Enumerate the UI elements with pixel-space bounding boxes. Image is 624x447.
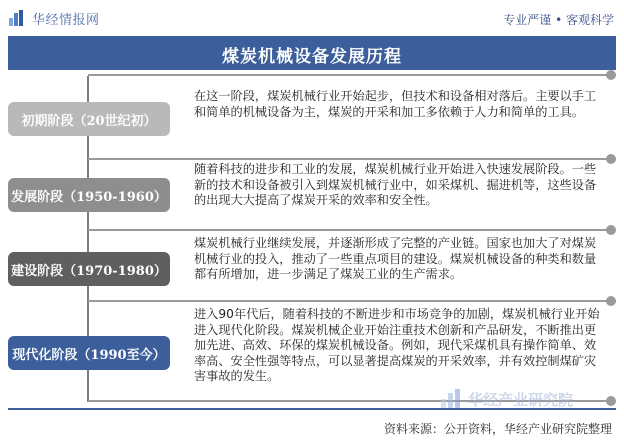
title-bar [8,36,616,70]
separator-end-dot [606,70,616,80]
timeline [8,70,616,406]
timeline-separator [88,74,616,76]
header [0,0,624,36]
separator-end-dot [606,396,616,406]
logo-text: 华经情报网 [32,13,100,28]
separator-end-dot [606,225,616,235]
watermark-logo-icon [440,388,462,410]
bar-chart-logo-icon [8,10,26,28]
stage-description-early: 在这一阶段，煤炭机械行业开始起步，但技术和设备相对落后。主要以手工和简单的机械设备为主，煤炭的开采和加工多依赖于人力和简单的工具。 [194,89,597,119]
footer-divider [8,408,616,410]
watermark-text: 华经产业研究院 [468,390,574,409]
slogan: 专业严谨 • 客观科学 [503,13,614,27]
stage-description-development: 随着科技的进步和工业的发展，煤炭机械行业开始进入快速发展阶段。一些新的技术和设备被引入到煤炭机械行业中，如采煤机、掘进机等，这些设备的出现大大提高了煤炭开采的效率和安全性。 [194,162,597,207]
stage-description-modernization: 进入90年代后，随着科技的不断进步和市场竞争的加剧，煤炭机械行业开始进入现代化阶段。煤炭机械企业开始注重技术创新和产品研发，不断推出更加先进、高效、环保的煤炭机械设备。例如，现代采煤机具有操作简单、效率高、安全性强等特点，可以显著提高煤炭的开采效率，并有效控制煤矿灾害事故的发生。 [194,307,600,383]
separator-end-dot [606,296,616,306]
stage-label-modernization: 现代化阶段（1990至今） [8,336,170,370]
logo [8,9,100,28]
watermark [440,388,573,410]
source-note: 资料来源：公开资料，华经产业研究院整理 [383,422,612,436]
stage-label-development: 发展阶段（1950-1960） [8,178,170,212]
timeline-separator [88,158,616,160]
stage-label-construction: 建设阶段（1970-1980） [8,252,170,286]
page-title: 煤炭机械设备发展历程 [222,47,402,67]
stage-label-early: 初期阶段（20世纪初） [8,102,170,136]
timeline-separator [88,229,616,231]
stage-description-construction: 煤炭机械行业继续发展，并逐渐形成了完整的产业链。国家也加大了对煤炭机械行业的投入，推动了一些重点项目的建设。煤炭机械设备的种类和数量都有所增加，进一步满足了煤炭工业的生产需求。 [194,236,597,281]
timeline-separator [88,300,616,302]
